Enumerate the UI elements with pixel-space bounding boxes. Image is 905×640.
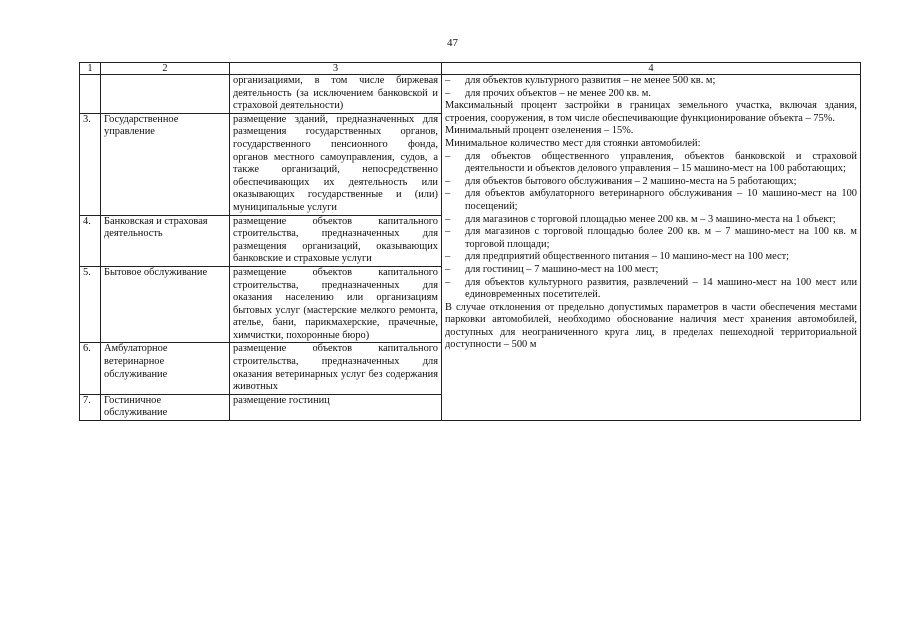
parameter-text: Минимальное количество мест для стоянки автомобилей:	[445, 137, 701, 149]
parameter-text: для объектов культурного развития – не менее 500 кв. м;	[465, 75, 716, 86]
row-name: Бытовое обслуживание	[101, 266, 230, 343]
row-number: 6.	[80, 343, 101, 394]
parameter-paragraph	[445, 138, 857, 151]
page-number: 47	[447, 37, 458, 49]
parameter-paragraph	[445, 100, 857, 125]
dash-marker: –	[445, 87, 451, 99]
dash-marker: –	[445, 75, 451, 86]
parameter-list-item	[445, 264, 857, 277]
dash-marker: –	[445, 263, 451, 275]
header-col-3: 3	[230, 63, 442, 75]
parameter-text: для объектов общественного управления, объектов банковской и страховой деятельности и объектов делового управления – 15 машино-мест на 100 работающих;	[465, 150, 857, 175]
dash-marker: –	[445, 251, 451, 263]
row-description: размещение объектов капитального строительства, предназначенных для оказания населению или организациям бытовых услуг (мастерские мелкого ремонта, ателье, бани, парикмахерские, прачечные, химчистки, похоронные бюро)	[230, 266, 442, 343]
parameter-list-item	[445, 188, 857, 213]
parameter-list-item	[445, 251, 857, 264]
dash-marker: –	[445, 276, 451, 288]
parameter-text: для магазинов с торговой площадью менее 200 кв. м – 3 машино-места на 1 объект;	[465, 213, 836, 225]
row-name: Гостиничное обслуживание	[101, 394, 230, 420]
parameter-list-item	[445, 176, 857, 189]
parameter-list-item	[445, 214, 857, 227]
row-name	[101, 75, 230, 114]
parameter-paragraph	[445, 125, 857, 138]
header-col-4: 4	[442, 63, 861, 75]
parameters-cell	[442, 75, 861, 421]
row-name: Банковская и страховая деятельность	[101, 215, 230, 266]
row-number: 5.	[80, 266, 101, 343]
dash-marker: –	[445, 226, 451, 238]
parameter-text: для прочих объектов – не менее 200 кв. м.	[465, 87, 651, 99]
row-name: Государственное управление	[101, 113, 230, 215]
parameter-text: для объектов амбулаторного ветеринарного обслуживания – 10 машино-мест на 100 посещений;	[465, 188, 857, 212]
row-description: размещение гостиниц	[230, 394, 442, 420]
row-description: размещение объектов капитального строительства, предназначенных для размещения организаций, оказывающих банковские и страховые услуги	[230, 215, 442, 266]
row-number: 4.	[80, 215, 101, 266]
header-col-1: 1	[80, 63, 101, 75]
parameter-text: для объектов бытового обслуживания – 2 машино-места на 5 работающих;	[465, 175, 797, 187]
row-description: размещение объектов капитального строительства, предназначенных для оказания ветеринарных услуг без содержания животных	[230, 343, 442, 394]
parameter-text: для гостиниц – 7 машино-мест на 100 мест;	[465, 263, 659, 275]
row-description: размещение зданий, предназначенных для размещения государственных органов, государственного пенсионного фонда, органов местного самоуправления, судов, а также организаций, непосредственно обеспечивающих их деятельность или оказывающих государственные и (или) муниципальные услуги	[230, 113, 442, 215]
header-col-2: 2	[101, 63, 230, 75]
dash-marker: –	[445, 175, 451, 187]
row-description: организациями, в том числе биржевая деятельность (за исключением банковской и страховой деятельности)	[230, 75, 442, 114]
parameters-list	[445, 75, 857, 352]
parameter-list-item	[445, 151, 857, 176]
parameter-text: для магазинов с торговой площадью более 200 кв. м – 7 машино-мест на 100 кв. м торговой площади;	[465, 226, 857, 250]
dash-marker: –	[445, 188, 451, 200]
parameter-paragraph	[445, 302, 857, 352]
parameter-text: Максимальный процент застройки в границах земельного участка, включая здания, строения, сооружения, в том числе обеспечивающие функционирование объекта – 75%.	[445, 100, 857, 124]
parameter-text: Минимальный процент озеленения – 15%.	[445, 125, 634, 137]
parameter-list-item	[445, 226, 857, 251]
parameter-list-item	[445, 88, 857, 101]
parameter-text: В случае отклонения от предельно допустимых параметров в части обеспечения местами парковки автомобилей, необходимо обоснование наличия мест хранения автомобилей, доступных для неограниченного круга лиц, в пределах пешеходной территориальной доступности – 500 м	[445, 301, 857, 351]
table-row	[80, 75, 861, 114]
dash-marker: –	[445, 150, 451, 162]
row-number: 7.	[80, 394, 101, 420]
regulations-table	[79, 62, 861, 421]
row-number: 3.	[80, 113, 101, 215]
dash-marker: –	[445, 213, 451, 225]
header-row	[80, 63, 861, 75]
parameter-text: для предприятий общественного питания – 10 машино-мест на 100 мест;	[465, 251, 790, 263]
parameter-list-item	[445, 75, 857, 88]
row-name: Амбулаторное ветеринарное обслуживание	[101, 343, 230, 394]
row-number	[80, 75, 101, 114]
parameter-text: для объектов культурного развития, развлечений – 14 машино-мест на 100 мест или единовременных посетителей.	[465, 276, 857, 301]
parameter-list-item	[445, 277, 857, 302]
